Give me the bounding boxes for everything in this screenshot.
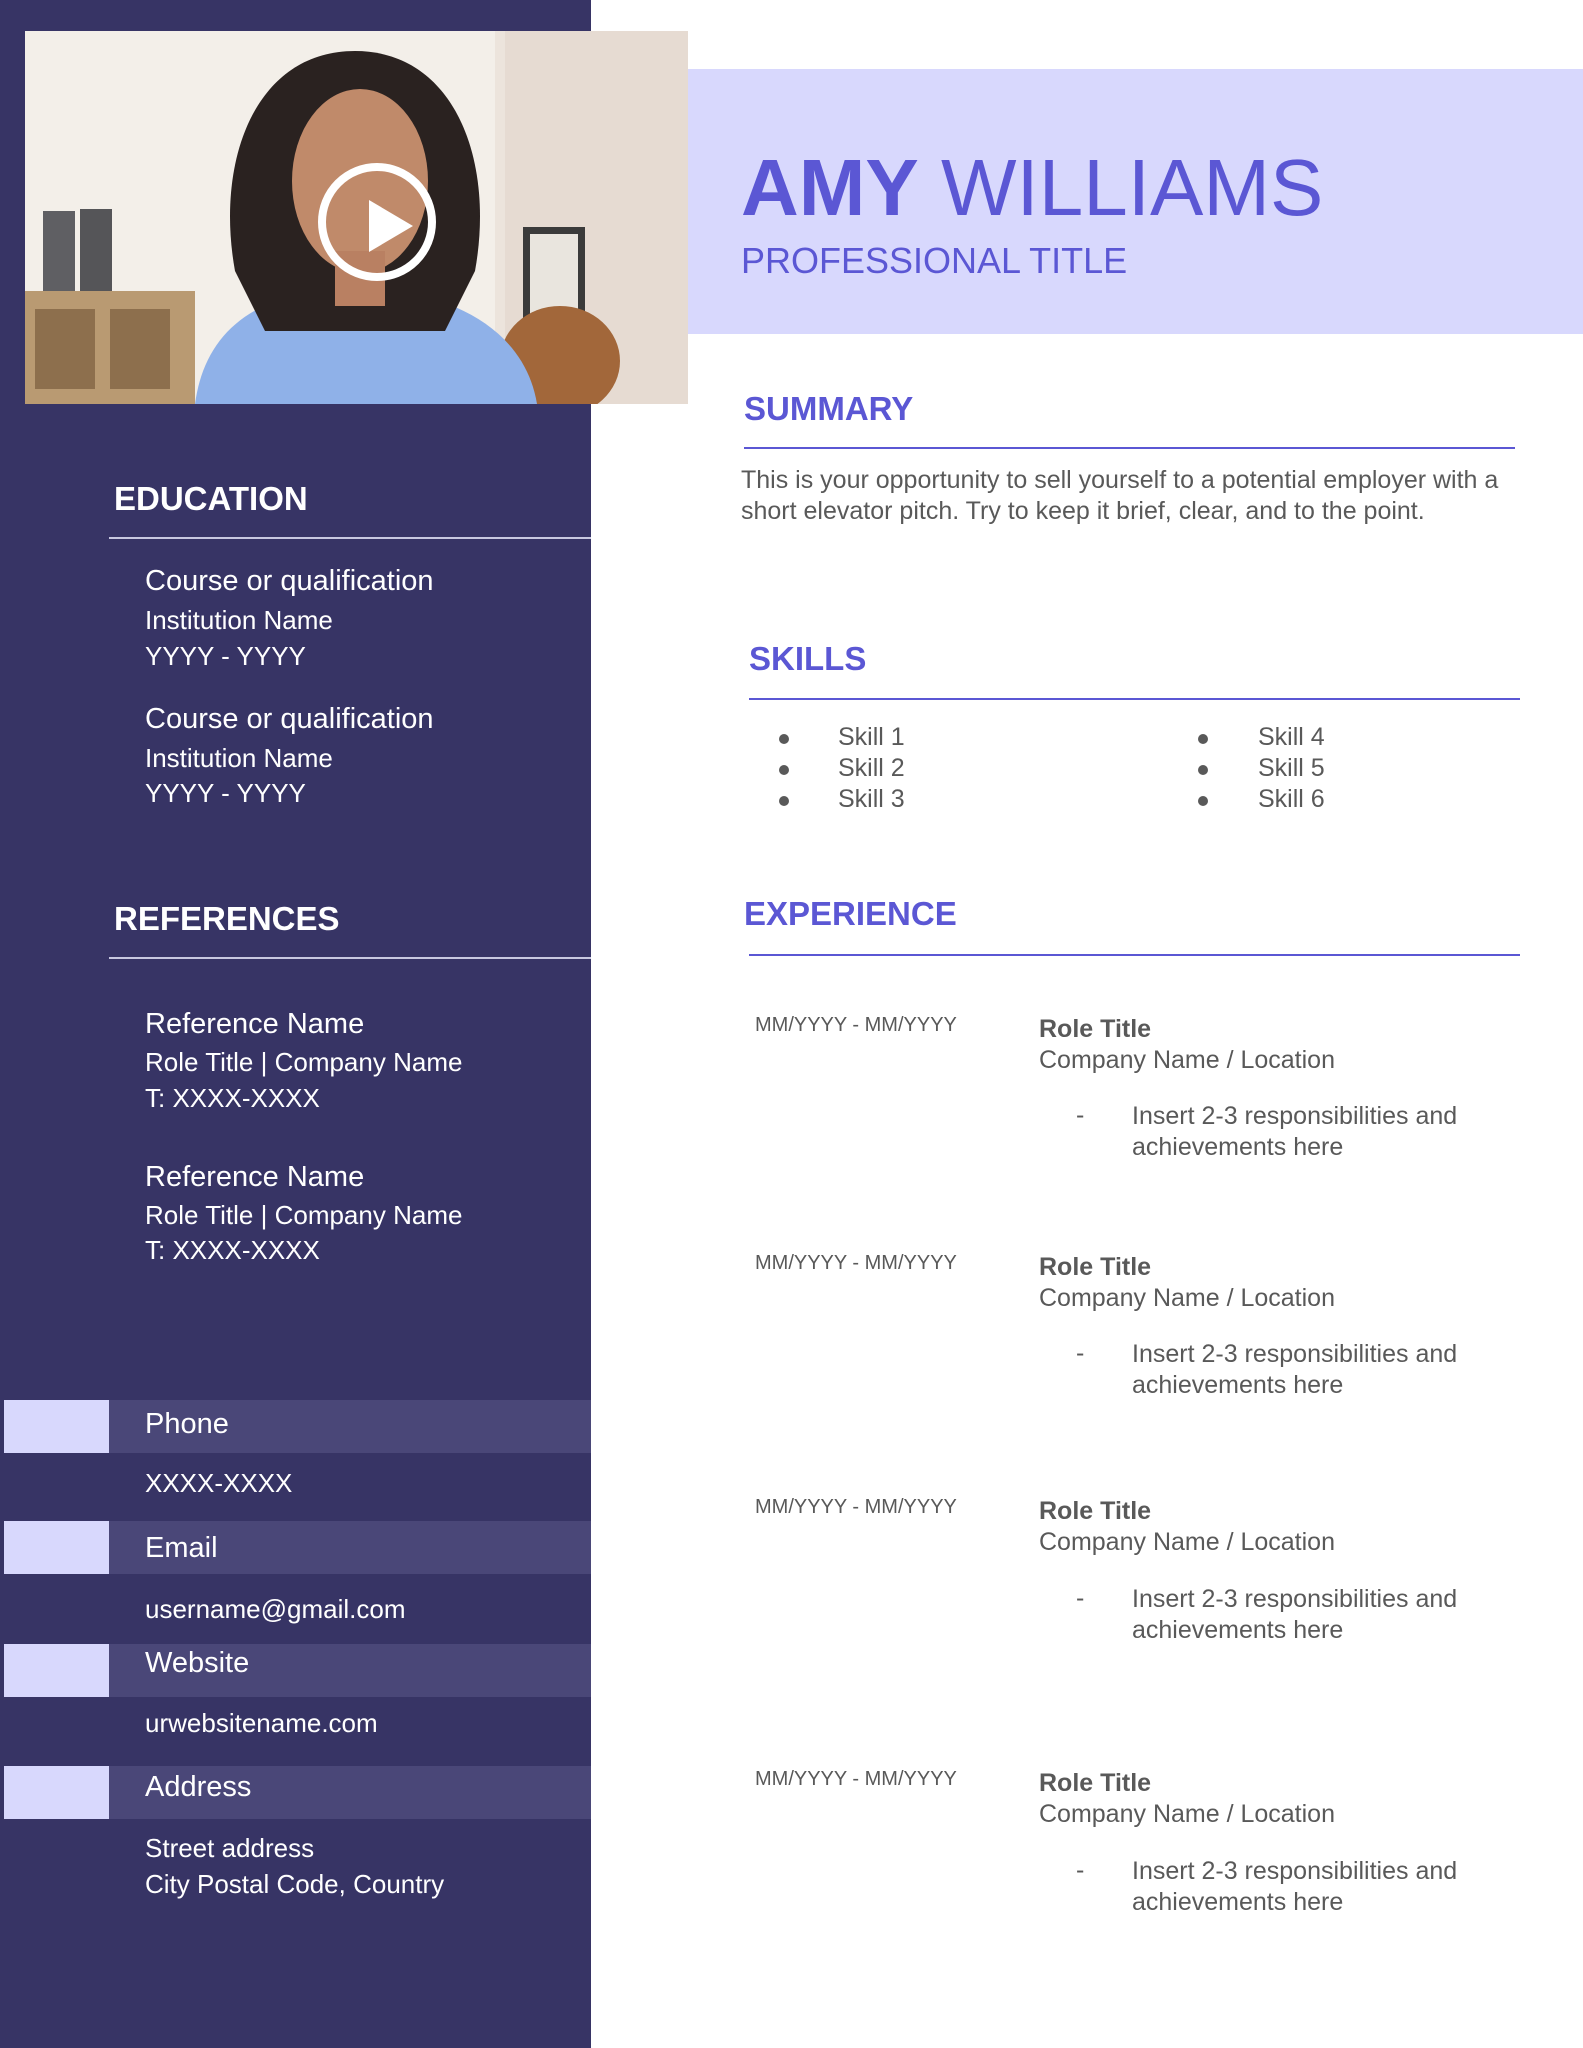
experience-company: Company Name / Location: [1039, 1528, 1335, 1556]
skill-item: Skill 5: [1258, 754, 1325, 782]
professional-title: PROFESSIONAL TITLE: [741, 240, 1128, 281]
skill-bullet: [1198, 765, 1208, 775]
education-years: YYYY - YYYY: [145, 778, 306, 808]
address-marker: [4, 1766, 109, 1819]
experience-company: Company Name / Location: [1039, 1800, 1335, 1828]
skill-bullet: [779, 765, 789, 775]
experience-dates: MM/YYYY - MM/YYYY: [755, 1768, 957, 1790]
summary-text: This is your opportunity to sell yourself to a potential employer with a short elevator pitch. Try to keep it brief, clear, and to the point.: [741, 466, 1499, 525]
reference-phone: T: XXXX-XXXX: [145, 1083, 320, 1113]
education-heading: EDUCATION: [114, 480, 308, 517]
experience-dates: MM/YYYY - MM/YYYY: [755, 1252, 957, 1274]
experience-divider: [749, 954, 1520, 956]
skill-item: Skill 2: [838, 754, 905, 782]
skills-heading: SKILLS: [749, 640, 867, 677]
skill-bullet: [1198, 734, 1208, 744]
summary-heading: SUMMARY: [744, 390, 914, 427]
education-institution: Institution Name: [145, 605, 333, 635]
profile-video[interactable]: [25, 31, 688, 404]
responsibility-dash: -: [1076, 1101, 1085, 1129]
experience-responsibility: Insert 2-3 responsibilities and achievements here: [1132, 1857, 1458, 1916]
references-divider: [109, 957, 591, 959]
references-heading: REFERENCES: [114, 900, 340, 937]
play-button[interactable]: [318, 163, 436, 281]
candidate-name: [741, 140, 1323, 235]
experience-role: Role Title: [1039, 1769, 1152, 1797]
education-course: Course or qualification: [145, 703, 434, 735]
education-course: Course or qualification: [145, 565, 434, 597]
reference-name: Reference Name: [145, 1008, 365, 1040]
reference-name: Reference Name: [145, 1161, 365, 1193]
website-marker: [4, 1644, 109, 1697]
email-marker: [4, 1521, 109, 1574]
reference-role: Role Title | Company Name: [145, 1047, 463, 1077]
skills-divider: [749, 698, 1520, 700]
education-institution: Institution Name: [145, 743, 333, 773]
experience-dates: MM/YYYY - MM/YYYY: [755, 1496, 957, 1518]
address-line1: Street address: [145, 1833, 315, 1863]
reference-role: Role Title | Company Name: [145, 1200, 463, 1230]
address-label: Address: [145, 1771, 252, 1803]
email-label: Email: [145, 1532, 218, 1564]
website-value[interactable]: urwebsitename.com: [145, 1708, 378, 1738]
address-line2: City Postal Code, Country: [145, 1869, 445, 1899]
phone-marker: [4, 1400, 109, 1453]
experience-heading: EXPERIENCE: [744, 895, 957, 932]
website-label: Website: [145, 1647, 250, 1679]
experience-role: Role Title: [1039, 1253, 1152, 1281]
phone-label: Phone: [145, 1408, 229, 1440]
responsibility-dash: -: [1076, 1856, 1085, 1884]
skill-bullet: [779, 796, 789, 806]
play-icon: [369, 200, 413, 252]
summary-divider: [744, 447, 1515, 449]
reference-phone: T: XXXX-XXXX: [145, 1235, 320, 1265]
education-years: YYYY - YYYY: [145, 641, 306, 671]
experience-responsibility: Insert 2-3 responsibilities and achievements here: [1132, 1340, 1458, 1399]
first-name: AMY: [741, 143, 919, 232]
experience-responsibility: Insert 2-3 responsibilities and achievements here: [1132, 1102, 1458, 1161]
skill-bullet: [779, 734, 789, 744]
skill-bullet: [1198, 796, 1208, 806]
experience-role: Role Title: [1039, 1497, 1152, 1525]
responsibility-dash: -: [1076, 1584, 1085, 1612]
skill-item: Skill 4: [1258, 723, 1325, 751]
phone-value[interactable]: XXXX-XXXX: [145, 1468, 293, 1498]
skill-item: Skill 3: [838, 785, 905, 813]
experience-company: Company Name / Location: [1039, 1046, 1335, 1074]
education-divider: [109, 537, 591, 539]
skill-item: Skill 6: [1258, 785, 1325, 813]
last-name: WILLIAMS: [941, 143, 1324, 232]
skill-item: Skill 1: [838, 723, 905, 751]
experience-responsibility: Insert 2-3 responsibilities and achievements here: [1132, 1585, 1458, 1644]
experience-role: Role Title: [1039, 1015, 1152, 1043]
email-value[interactable]: username@gmail.com: [145, 1594, 406, 1624]
experience-company: Company Name / Location: [1039, 1284, 1335, 1312]
experience-dates: MM/YYYY - MM/YYYY: [755, 1014, 957, 1036]
responsibility-dash: -: [1076, 1339, 1085, 1367]
